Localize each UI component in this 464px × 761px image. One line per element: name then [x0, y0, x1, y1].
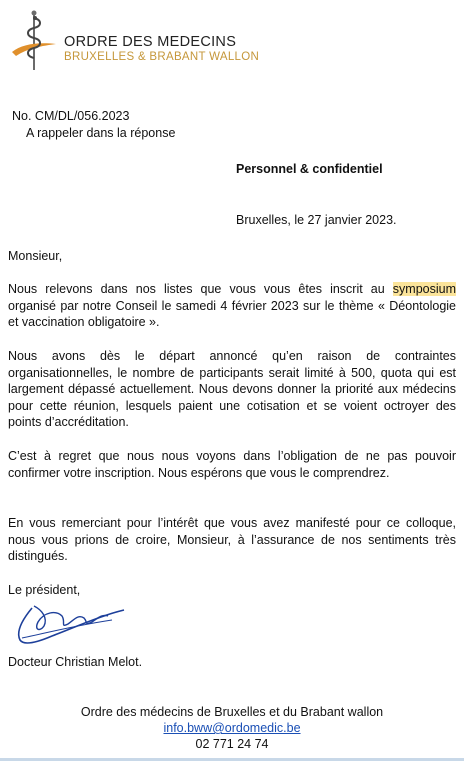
paragraph-1-end: organisé par notre Conseil le samedi 4 février 2023 sur le thème « Déontologie et vaccination obligatoire ».: [8, 298, 456, 329]
paragraph-3: C’est à regret que nous nous voyons dans l’obligation de ne pas pouvoir confirmer votre inscription. Nous espérons que vous le comprendrez.: [8, 449, 456, 480]
highlighted-word: symposium: [392, 282, 456, 296]
confidential-label: Personnel & confidentiel: [236, 162, 383, 176]
footer-email-link[interactable]: info.bww@ordomedic.be: [163, 721, 301, 735]
president-label: Le président,: [8, 583, 81, 597]
letter-date: Bruxelles, le 27 janvier 2023.: [236, 213, 397, 227]
signatory-name: Docteur Christian Melot.: [8, 655, 143, 669]
reference-note: A rappeler dans la réponse: [26, 126, 176, 140]
reference-number: No. CM/DL/056.2023: [12, 109, 130, 123]
paragraph-2: Nous avons dès le départ annoncé qu’en raison de contraintes organisationnelles, le nombre de participants serait limité à 500, quota qui est largement dépassé actuellement. Nous devons donner la priorité aux médecins pour cette réunion, lesquels paient une cotisation et se voient octroyer des points d’accréditation.: [8, 349, 456, 429]
paragraph-4: En vous remerciant pour l’intérêt que vous avez manifesté pour ce colloque, nous vous prions de croire, Monsieur, à l’assurance de nos sentiments très distingués.: [8, 516, 456, 563]
org-subtitle: BRUXELLES & BRABANT WALLON: [64, 51, 260, 63]
paragraph-1-start: Nous relevons dans nos listes que vous vous êtes inscrit au: [8, 282, 393, 296]
paragraph-1: [8, 281, 456, 331]
org-name: ORDRE DES MEDECINS: [64, 34, 237, 50]
footer: [0, 704, 464, 752]
signature-image: [12, 600, 132, 648]
footer-phone: 02 771 24 74: [195, 737, 269, 751]
letterhead: [8, 8, 308, 74]
caduceus-icon: [8, 8, 60, 74]
salutation: Monsieur,: [8, 249, 63, 263]
footer-org: Ordre des médecins de Bruxelles et du Brabant wallon: [80, 705, 384, 719]
